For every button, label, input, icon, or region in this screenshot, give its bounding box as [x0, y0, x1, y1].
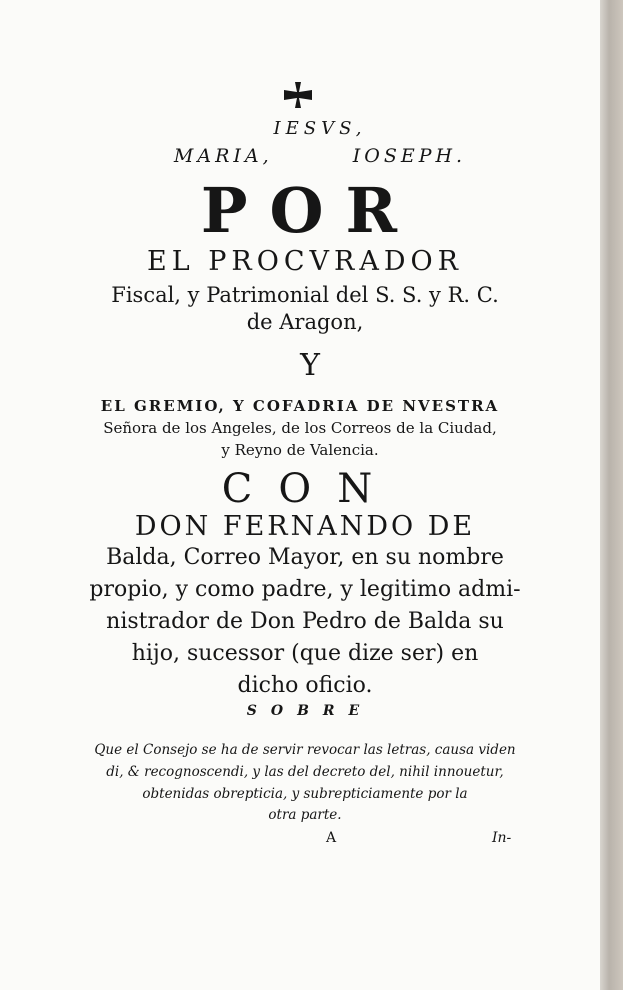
line-fiscal: Fiscal, y Patrimonial del S. S. y R. C. — [111, 283, 499, 307]
line-senora: Señora de los Angeles, de los Correos de la Ciudad, — [103, 419, 497, 437]
catchword: In- — [492, 830, 512, 846]
heading-iesus: IESVS, — [273, 118, 367, 139]
line-hijo: hijo, sucessor (que dize ser) en — [131, 641, 479, 666]
title-por: POR — [200, 174, 420, 247]
book-gutter — [600, 0, 623, 990]
line-don-fernando: DON FERNANDO DE — [134, 511, 476, 542]
cross-icon — [284, 82, 312, 108]
heading-maria-joseph — [140, 145, 500, 167]
signature-mark: A — [326, 830, 337, 846]
line-obtenidas: obtenidas obrepticia, y subrepticiamente por la — [142, 786, 468, 802]
line-propio: propio, y como padre, y legitimo admi- — [89, 577, 521, 602]
line-di: di, & recognoscendi, y las del decreto del, nihil innouetur, — [106, 764, 504, 780]
line-que: Que el Consejo se ha de servir revocar las letras, causa viden — [94, 742, 516, 758]
line-aragon: de Aragon, — [246, 310, 364, 334]
line-dicho: dicho oficio. — [237, 673, 373, 698]
line-reyno: y Reyno de Valencia. — [221, 441, 379, 459]
heading-maria: MARIA, — [173, 145, 273, 167]
heading-sobre: SOBRE — [246, 703, 374, 719]
line-otra: otra parte. — [268, 807, 342, 823]
line-nistrador: nistrador de Don Pedro de Balda su — [106, 609, 504, 634]
line-balda: Balda, Correo Mayor, en su nombre — [106, 545, 504, 570]
line-procurador: EL PROCVRADOR — [147, 246, 463, 277]
line-y: Y — [300, 348, 320, 383]
heading-joseph: IOSEPH. — [352, 145, 467, 167]
title-con: CON — [221, 466, 399, 512]
line-gremio: EL GREMIO, Y COFADRIA DE NVESTRA — [100, 397, 500, 415]
